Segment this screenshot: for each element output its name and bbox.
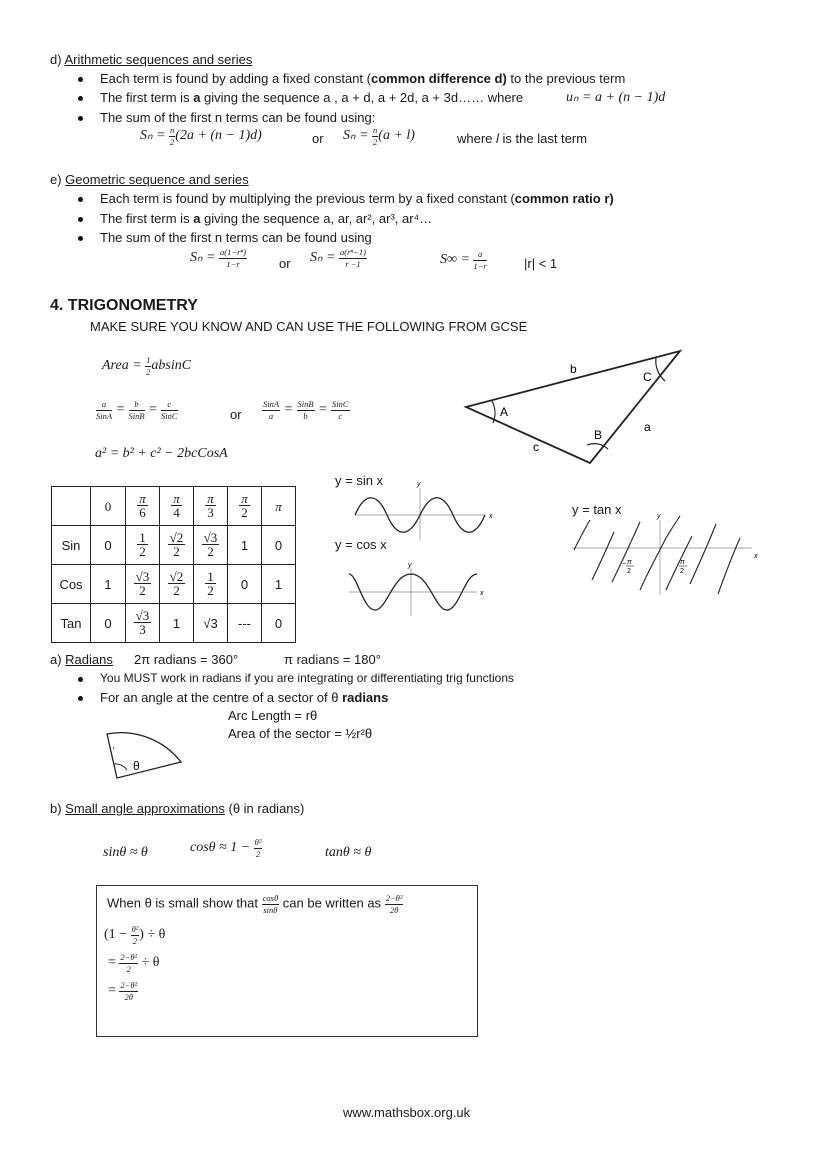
numerator: π [173, 491, 180, 506]
table-cell: 1 [228, 526, 262, 565]
text: cosθ ≈ 1 − [190, 840, 251, 856]
cell-value: π [275, 498, 282, 514]
radians-heading-text: Radians [65, 652, 113, 667]
text: is the last term [498, 131, 588, 146]
bullet [78, 217, 83, 222]
equals: = [108, 983, 116, 999]
table-cell [126, 604, 160, 643]
tick-minus: − [622, 561, 627, 568]
table-cell: 0 [228, 565, 262, 604]
exact-values-table [51, 486, 296, 643]
denominator: SinA [96, 410, 113, 421]
sector-area-formula: Area of the sector = ½r²θ [228, 726, 373, 741]
table-cell [194, 487, 228, 526]
numerator: cosθ [262, 893, 279, 903]
numerator: 2−θ² [120, 980, 138, 990]
table-cell: 0 [262, 604, 296, 643]
bold-text: common difference d) [371, 71, 507, 86]
vertex-label-c: C [643, 370, 652, 384]
bold-text: a [193, 211, 201, 226]
table-cell [91, 487, 126, 526]
geo-bullet-1 [100, 191, 614, 206]
bullet [78, 197, 83, 202]
fraction [331, 400, 350, 420]
geo-heading-prefix: e) [50, 172, 66, 187]
fraction [96, 400, 112, 420]
cos-graph-label: y = cos x [335, 537, 387, 552]
text: giving the sequence a, ar, ar², ar³, ar⁴… [200, 211, 433, 226]
vertex-label-b: B [594, 428, 603, 442]
text: (a + l) [378, 128, 415, 144]
small-angle-heading [50, 801, 304, 816]
tick-pi: π [680, 559, 685, 566]
cell-fraction: $\frac{\pi}{2}$ [241, 491, 248, 520]
fraction [262, 894, 280, 914]
row-label: Sin [52, 526, 91, 565]
small-angle-cos [190, 838, 262, 858]
table-row [52, 604, 296, 643]
tick-two: 2 [627, 568, 631, 575]
fraction [254, 838, 263, 858]
y-axis-label: y [657, 513, 661, 520]
example-step-3 [108, 981, 138, 1001]
fraction [473, 250, 486, 270]
geo-bullet-2 [100, 211, 432, 226]
radians-fact-2: π radians = 180° [284, 652, 381, 667]
cell-fraction: $\frac{\pi}{6}$ [139, 491, 146, 520]
section-subheading: MAKE SURE YOU KNOW AND CAN USE THE FOLLOWING FROM GCSE [90, 319, 528, 334]
tan-branch [666, 536, 692, 590]
denominator: 2θ [389, 904, 399, 915]
numerator: 2−θ² [120, 952, 138, 962]
text: can be written as [282, 895, 382, 911]
arith-nth-term-formula: uₙ = a + (n − 1)d [566, 90, 666, 105]
y-axis-label: y [408, 562, 412, 569]
table-row [52, 487, 296, 526]
numerator: n [373, 125, 378, 135]
sector-theta-label: θ [133, 759, 140, 773]
tan-branch [574, 520, 590, 550]
radians-bullet-1: You MUST work in radians if you are integrating or differentiating trig functions [100, 671, 514, 685]
tan-branch [612, 522, 640, 582]
side-label-b: b [570, 362, 577, 376]
side-label-c: c [533, 440, 539, 454]
text: For an angle at the centre of a sector of θ [100, 690, 343, 705]
text: Area = [102, 358, 142, 374]
cell-fraction: $\frac{√2}{2}$ [169, 530, 184, 559]
small-angle-heading-text: Small angle approximations [65, 801, 225, 816]
sector-radius-label: r [113, 746, 115, 752]
arith-bullet-3: The sum of the first n terms can be found using: [100, 110, 376, 125]
text: S∞ = [440, 252, 470, 268]
arith-where-text [457, 131, 587, 146]
row-label: Cos [52, 565, 91, 604]
table-row [52, 526, 296, 565]
geo-sum-formula [190, 248, 247, 268]
denominator: 2 [373, 136, 378, 147]
table-cell: 0 [91, 526, 126, 565]
denominator: SinB [128, 410, 145, 421]
text: Sₙ = [343, 128, 369, 144]
y-axis-label: y [417, 481, 421, 488]
area-formula [102, 356, 191, 376]
table-cell: --- [228, 604, 262, 643]
bold-text: radians [342, 690, 389, 705]
denominator: 2 [126, 963, 131, 974]
or-text: or [279, 256, 291, 271]
example-prompt [107, 894, 403, 914]
equals: = [283, 402, 294, 418]
table-cell: 0 [91, 604, 126, 643]
italic-text: l [496, 131, 499, 146]
table-cell [194, 565, 228, 604]
cell-fraction: $\frac{1}{2}$ [139, 530, 146, 559]
sine-rule-alt [262, 400, 350, 420]
table-cell [160, 487, 194, 526]
equals: = [318, 402, 328, 418]
numerator: 1 [146, 355, 151, 365]
denominator: 2 [132, 935, 138, 946]
fraction [262, 400, 280, 420]
denominator: 1−r [226, 258, 240, 269]
arith-heading-text: Arithmetic sequences and series [64, 52, 253, 67]
side-label-a: a [644, 420, 651, 434]
denominator: SinC [161, 410, 178, 421]
small-angle-heading-prefix: b) [50, 801, 66, 816]
arc-length-formula: Arc Length = rθ [228, 708, 318, 723]
numerator: π [207, 491, 214, 506]
bold-text: a [193, 90, 201, 105]
radians-bullet-2 [100, 690, 388, 705]
cosine-rule: a² = b² + c² − 2bcCosA [95, 446, 228, 461]
or-text: or [230, 407, 242, 422]
numerator: b [129, 400, 145, 411]
numerator: θ² [131, 924, 139, 934]
text: absinC [151, 358, 192, 374]
tan-graph [562, 510, 762, 600]
fraction [219, 248, 247, 268]
table-cell [160, 565, 194, 604]
denominator: a [268, 410, 274, 421]
table-cell [228, 487, 262, 526]
x-axis-label: x [754, 553, 758, 560]
sector-diagram [105, 712, 195, 782]
cell-fraction: $\frac{√2}{2}$ [169, 569, 184, 598]
denominator: 2 [255, 848, 261, 859]
example-step-1 [104, 925, 165, 945]
text: The first term is [100, 90, 194, 105]
section-heading: 4. TRIGONOMETRY [50, 297, 198, 314]
sin-graph [345, 478, 505, 540]
numerator: π [241, 491, 248, 506]
row-label: Tan [52, 604, 91, 643]
tan-branch [718, 538, 740, 594]
table-cell [126, 565, 160, 604]
table-cell: 1 [262, 565, 296, 604]
cos-graph [345, 560, 495, 620]
table-cell [52, 487, 91, 526]
tick-two: 2 [680, 568, 684, 575]
arith-bullet-1 [100, 71, 625, 86]
numerator: a(1−rⁿ) [220, 247, 246, 257]
table-cell [126, 487, 160, 526]
geo-sum-infinity [440, 250, 487, 270]
arith-heading [50, 52, 252, 67]
numerator: π [139, 491, 146, 506]
bullet [78, 236, 83, 241]
cell-fraction: $\frac{√3}{2}$ [135, 569, 150, 598]
text: Each term is found by adding a fixed constant ( [100, 71, 371, 86]
cell-fraction: $\frac{1}{2}$ [207, 569, 214, 598]
bullet [78, 116, 83, 121]
numerator: SinA [263, 399, 280, 409]
sector-shape [107, 733, 181, 778]
numerator: a(rⁿ−1) [340, 247, 366, 257]
text: ) ÷ θ [139, 927, 166, 943]
geo-condition: |r| < 1 [524, 256, 558, 271]
denominator: 2θ [124, 991, 133, 1002]
denominator: 2 [170, 136, 175, 147]
geo-bullet-3: The sum of the first n terms can be found using [100, 230, 372, 245]
cell-value: 0 [104, 498, 112, 514]
fraction [129, 400, 145, 420]
tan-graph-label: y = tan x [572, 502, 622, 517]
footer-url: www.mathsbox.org.uk [343, 1105, 471, 1120]
triangle-diagram [460, 345, 690, 465]
cell-fraction: $\frac{\pi}{4}$ [173, 491, 180, 520]
radians-heading-prefix: a) [50, 652, 66, 667]
cell-fraction: $\frac{\pi}{3}$ [207, 491, 214, 520]
table-cell: 1 [91, 565, 126, 604]
equals: = [115, 402, 126, 418]
tan-branch [690, 524, 716, 584]
fraction [297, 400, 315, 420]
radians-fact-1: 2π radians = 360° [134, 652, 239, 667]
numerator: a [473, 250, 486, 261]
sine-rule [96, 400, 178, 420]
table-cell [160, 526, 194, 565]
text: (θ in radians) [224, 801, 305, 816]
vertex-label-a: A [500, 405, 509, 419]
numerator: 2−θ² [385, 893, 403, 903]
x-axis-label: x [489, 513, 493, 520]
arith-sum-formula-alt [343, 126, 415, 146]
denominator: b [303, 410, 308, 421]
arith-bullet-2 [100, 90, 523, 105]
text: giving the sequence a , a + d, a + 2d, a + 3d…… where [200, 90, 524, 105]
table-row [52, 565, 296, 604]
text: ÷ θ [141, 955, 160, 971]
table-cell [126, 526, 160, 565]
sin-graph-label: y = sin x [335, 473, 384, 488]
angle-arc-c [656, 358, 665, 381]
numerator: c [161, 400, 178, 411]
equals: = [108, 955, 116, 971]
bold-text: common ratio r) [514, 191, 614, 206]
denominator: c [338, 410, 343, 421]
denominator: r −1 [345, 258, 361, 269]
numerator: n [170, 125, 175, 135]
radians-heading [50, 652, 113, 667]
table-cell: 0 [262, 526, 296, 565]
bullet [78, 677, 83, 682]
text: Each term is found by multiplying the previous term by a fixed constant ( [100, 191, 515, 206]
geo-heading-text: Geometric sequence and series [65, 172, 249, 187]
text: Sₙ = [310, 250, 336, 266]
text: Sₙ = [140, 128, 166, 144]
text: The first term is [100, 211, 194, 226]
denominator: sinθ [263, 904, 278, 915]
bullet [78, 696, 83, 701]
sector-angle-arc [114, 764, 127, 770]
text: When θ is small show that [107, 895, 259, 911]
table-cell: √3 [194, 604, 228, 643]
numerator: SinC [332, 399, 349, 409]
text: to the previous term [506, 71, 626, 86]
arith-heading-prefix: d) [50, 52, 65, 67]
cell-fraction: $\frac{√3}{3}$ [135, 608, 150, 637]
text: (2a + (n − 1)d) [175, 128, 262, 144]
geo-heading [50, 172, 249, 187]
text: (1 − [104, 927, 128, 943]
example-step-2 [108, 953, 160, 973]
table-cell [262, 487, 296, 526]
text: Sₙ = [190, 250, 216, 266]
numerator: a [96, 400, 112, 411]
fraction [119, 953, 138, 973]
numerator: θ² [254, 837, 262, 847]
arith-sum-formula [140, 126, 262, 146]
text: where [457, 131, 497, 146]
numerator: SinB [297, 399, 314, 409]
table-cell: 1 [160, 604, 194, 643]
fraction [161, 400, 178, 420]
bullet [78, 96, 83, 101]
cell-fraction: $\frac{√3}{2}$ [203, 530, 218, 559]
fraction [385, 894, 404, 914]
fraction [131, 925, 140, 945]
small-angle-tan: tanθ ≈ θ [325, 845, 372, 860]
denominator: 1−r [473, 260, 487, 271]
tan-branch [592, 532, 614, 580]
geo-sum-formula-alt [310, 248, 367, 268]
fraction [119, 981, 138, 1001]
denominator: 2 [146, 366, 151, 377]
bullet [78, 77, 83, 82]
or-text: or [312, 131, 324, 146]
table-cell [194, 526, 228, 565]
tick-pi: π [627, 559, 632, 566]
x-axis-label: x [480, 590, 484, 597]
fraction [339, 248, 367, 268]
equals: = [148, 402, 158, 418]
small-angle-sin: sinθ ≈ θ [103, 845, 148, 860]
